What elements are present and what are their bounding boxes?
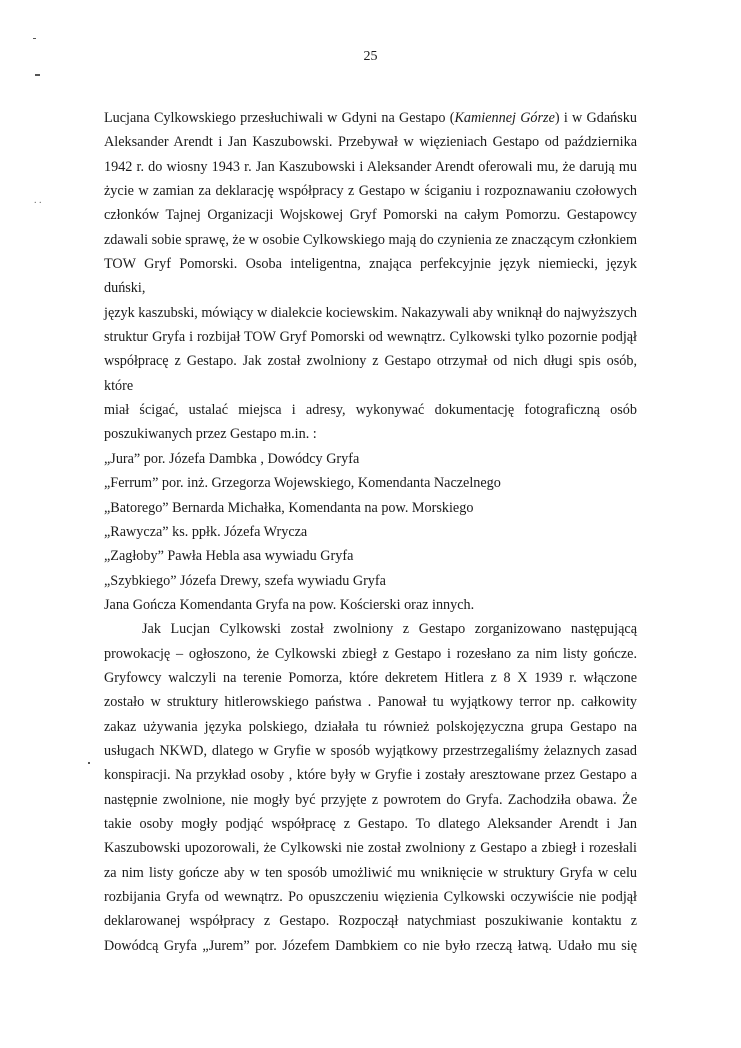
list-item: „Batorego” Bernarda Michałka, Komendanta na pow. Morskiego bbox=[104, 499, 474, 516]
text-line: konspiracji. Na przykład osoby , które były w Gryfie i zostały aresztowane przez Gestapo a bbox=[104, 767, 637, 784]
text-line: życie w zamian za deklarację współpracy z Gestapo w ściganiu i rozpoznawaniu czołowych bbox=[104, 183, 637, 200]
list-item: „Zagłoby” Pawła Hebla asa wywiadu Gryfa bbox=[104, 548, 354, 565]
text-line: zakaz używania języka polskiego, działała tu również polskojęzyczna grupa Gestapo na bbox=[104, 718, 637, 735]
text-line: Aleksander Arendt i Jan Kaszubowski. Przebywał w więzieniach Gestapo od października bbox=[104, 134, 637, 151]
text-line: 1942 r. do wiosny 1943 r. Jan Kaszubowski i Aleksander Arendt oferowali mu, że darują mu bbox=[104, 158, 637, 175]
text-line: takie osoby mogły podjąć współpracę z Gestapo. To dlatego Aleksander Arendt i Jan bbox=[104, 815, 637, 832]
text-line: członków Tajnej Organizacji Wojskowej Gryf Pomorski na całym Pomorzu. Gestapowcy bbox=[104, 207, 637, 224]
text-line: Kaszubowski upozorowali, że Cylkowski nie został zwolniony z Gestapo a zbiegł i rozesłali bbox=[104, 840, 637, 857]
text-line: następnie zwolnione, nie mogły być przyjęte z powrotem do Gryfa. Zachodziła obawa. Że bbox=[104, 791, 637, 808]
text-line: współpracę z Gestapo. Jak został zwolniony z Gestapo otrzymał od nich długi spis osób, które bbox=[104, 353, 637, 394]
text-line: TOW Gryf Pomorski. Osoba inteligentna, znająca perfekcyjnie język niemiecki, język duński, bbox=[104, 256, 637, 297]
text-line: zostało w struktury hitlerowskiego państwa . Panował tu wyjątkowy terror np. całkowity bbox=[104, 694, 637, 711]
scan-mark bbox=[33, 38, 36, 39]
page-number: 25 bbox=[363, 49, 378, 64]
text-line: język kaszubski, mówiący w dialekcie kociewskim. Nakazywali aby wniknął do najwyższych bbox=[104, 304, 637, 321]
person-list bbox=[104, 447, 637, 617]
list-item: „Szybkiego” Józefa Drewy, szefa wywiadu Gryfa bbox=[104, 572, 386, 589]
text-line: Lucjana Cylkowskiego przesłuchiwali w Gdyni na Gestapo (Kamiennej Górze) i w Gdańsku bbox=[104, 110, 637, 126]
text-line: usługach NKWD, dlatego w Gryfie w sposób wyjątkowy przestrzegaliśmy żelaznych zasad bbox=[104, 742, 637, 759]
scan-mark: . . bbox=[34, 195, 42, 206]
list-item: „Jura” por. Józefa Dambka , Dowódcy Gryfa bbox=[104, 450, 360, 467]
text-line: Dowódcą Gryfa „Jurem” por. Józefem Dambkiem co nie było rzeczą łatwą. Udało mu się bbox=[104, 937, 637, 954]
paragraph bbox=[104, 617, 637, 958]
list-item: Jana Gończa Komendanta Gryfa na pow. Kościerski oraz innych. bbox=[104, 596, 475, 613]
paragraph bbox=[104, 106, 637, 447]
scan-mark bbox=[35, 74, 40, 76]
italic-place-name: Kamiennej Górze bbox=[454, 110, 555, 126]
text-line: deklarowanej współpracy z Gestapo. Rozpoczął natychmiast poszukiwanie kontaktu z bbox=[104, 913, 637, 930]
text-line: za nim listy gończe aby w ten sposób umożliwić mu wniknięcie w struktury Gryfa w celu bbox=[104, 864, 637, 881]
document-body bbox=[104, 106, 637, 958]
text-line: rozbijania Gryfa od wewnątrz. Po opuszczeniu więzienia Cylkowski oczywiście nie podjął bbox=[104, 889, 637, 905]
text-line: miał ścigać, ustalać miejsca i adresy, wykonywać dokumentację fotograficzną osób bbox=[104, 402, 637, 419]
text-line: zdawali sobie sprawę, że w osobie Cylkowskiego mają do czynienia ze znaczącym członkiem bbox=[104, 231, 638, 248]
text-line: prowokację – ogłoszono, że Cylkowski zbiegł z Gestapo i rozesłano za nim listy gończe. bbox=[104, 645, 637, 662]
list-item: „Rawycza” ks. ppłk. Józefa Wrycza bbox=[104, 523, 308, 540]
text-line: Gryfowcy walczyli na terenie Pomorza, które dekretem Hitlera z 8 X 1939 r. włączone bbox=[104, 669, 637, 686]
list-item: „Ferrum” por. inż. Grzegorza Wojewskiego, Komendanta Naczelnego bbox=[104, 475, 501, 492]
scan-mark bbox=[88, 762, 90, 764]
text-line: struktur Gryfa i rozbijał TOW Gryf Pomorski od wewnątrz. Cylkowski tylko pozornie podjął bbox=[104, 329, 637, 346]
text-line: poszukiwanych przez Gestapo m.in. : bbox=[104, 426, 317, 443]
text-line: Jak Lucjan Cylkowski został zwolniony z Gestapo zorganizowano następującą bbox=[142, 621, 637, 638]
